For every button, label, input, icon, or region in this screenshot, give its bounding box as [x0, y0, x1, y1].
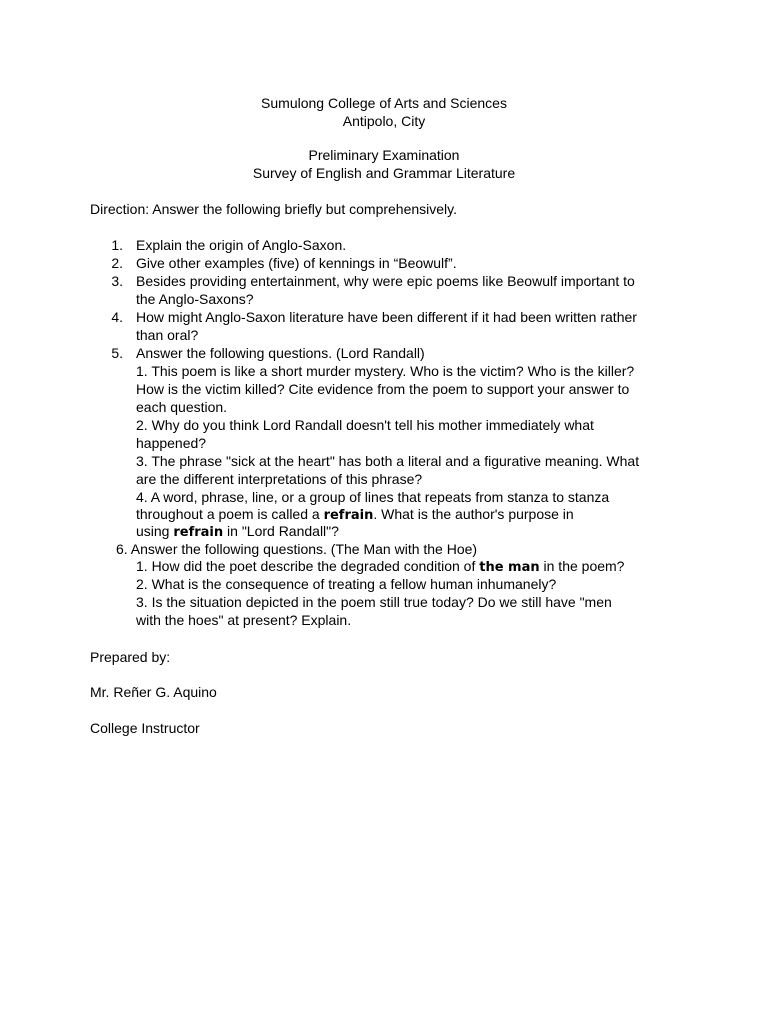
- q6-sub1: [136, 557, 624, 577]
- q4-text-line1: How might Anglo-Saxon literature have been different if it had been written rather: [136, 309, 637, 325]
- q4-text-line2: than oral?: [136, 327, 199, 343]
- school-name: Sumulong College of Arts and Sciences: [261, 95, 507, 111]
- refrain-term: refrain: [323, 508, 374, 523]
- q5-sub4-line3: [136, 522, 339, 542]
- q5-sub3-line2: are the different interpretations of this phrase?: [136, 471, 423, 487]
- q1-number: 1.: [111, 237, 123, 253]
- prepared-by-label: Prepared by:: [90, 649, 171, 665]
- q5-sub2-line1: 2. Why do you think Lord Randall doesn't tell his mother immediately what: [136, 417, 594, 433]
- q5-number: 5.: [111, 345, 123, 361]
- q5-sub4-line3-pre: using: [136, 523, 174, 539]
- the-man-term: the man: [479, 560, 540, 575]
- q4-number: 4.: [111, 309, 123, 325]
- direction-text: Direction: Answer the following briefly but comprehensively.: [90, 201, 458, 217]
- q6-sub2: 2. What is the consequence of treating a fellow human inhumanely?: [136, 576, 557, 592]
- school-location: Antipolo, City: [342, 113, 426, 129]
- q6-sub3-line1: 3. Is the situation depicted in the poem still true today? Do we still have "men: [136, 594, 612, 610]
- exam-title: Preliminary Examination: [308, 147, 460, 163]
- refrain-term: refrain: [173, 525, 224, 540]
- q6-text: 6. Answer the following questions. (The Man with the Hoe): [116, 541, 478, 557]
- q6-sub1-pre: 1. How did the poet describe the degraded condition of: [136, 558, 480, 574]
- q3-text-line2: the Anglo-Saxons?: [136, 291, 254, 307]
- q2-text: Give other examples (five) of kennings in “Beowulf”.: [136, 255, 457, 271]
- q5-sub1-line3: each question.: [136, 399, 228, 415]
- course-title: Survey of English and Grammar Literature: [252, 165, 516, 181]
- q5-sub4-line2-pre: throughout a poem is called a: [136, 506, 324, 522]
- q3-number: 3.: [111, 273, 123, 289]
- q5-sub4-line3-post: in "Lord Randall"?: [223, 523, 339, 539]
- q5-sub1-line2: How is the victim killed? Cite evidence from the poem to support your answer to: [136, 381, 630, 397]
- q5-sub4-line2-post: . What is the author's purpose in: [373, 506, 574, 522]
- q5-text: Answer the following questions. (Lord Randall): [136, 345, 425, 361]
- q5-sub1-line1: 1. This poem is like a short murder mystery. Who is the victim? Who is the killer?: [136, 363, 635, 379]
- q6-sub3-line2: with the hoes" at present? Explain.: [136, 612, 352, 628]
- instructor-title: College Instructor: [90, 720, 200, 736]
- instructor-name: Mr. Reñer G. Aquino: [90, 684, 217, 700]
- q5-sub4-line1: 4. A word, phrase, line, or a group of lines that repeats from stanza to stanza: [136, 489, 610, 505]
- q2-number: 2.: [111, 255, 123, 271]
- q3-text-line1: Besides providing entertainment, why were epic poems like Beowulf important to: [136, 273, 635, 289]
- q1-text: Explain the origin of Anglo-Saxon.: [136, 237, 347, 253]
- q5-sub3-line1: 3. The phrase "sick at the heart" has both a literal and a figurative meaning. What: [136, 453, 640, 469]
- q5-sub2-line2: happened?: [136, 435, 207, 451]
- q6-sub1-post: in the poem?: [539, 558, 625, 574]
